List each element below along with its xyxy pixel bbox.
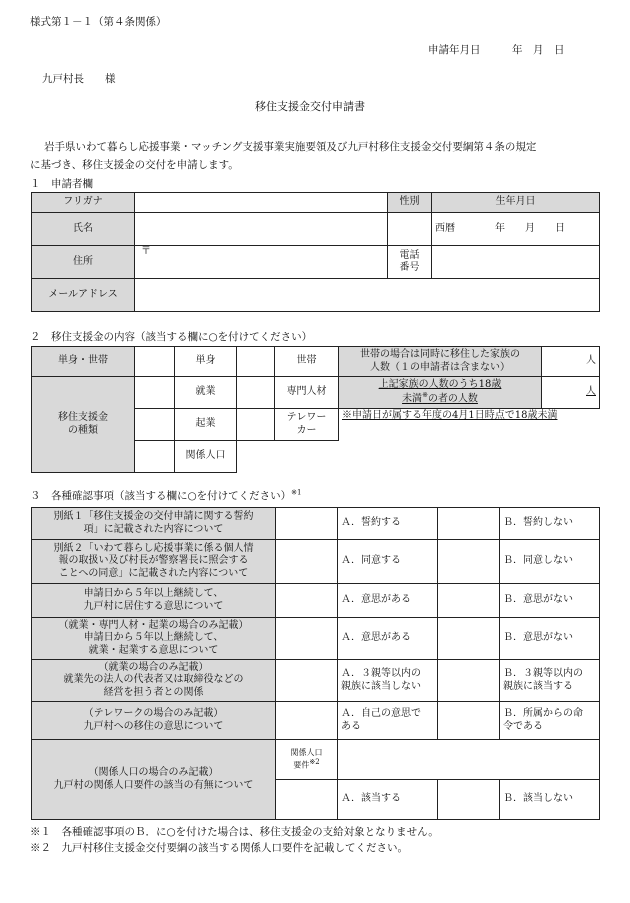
- answer-b-label: Ｂ．同意しない: [500, 540, 600, 584]
- document-title: 移住支援金交付申請書: [255, 100, 365, 113]
- under18-count-field[interactable]: [542, 377, 600, 409]
- footnote-2: ※２ 九戸村移住支援金交付要綱の該当する関係人口要件を記載してください。: [30, 842, 408, 854]
- birthdate-label: 生年月日: [432, 193, 600, 213]
- answer-b-check[interactable]: [438, 584, 500, 618]
- startup-label: 起業: [175, 409, 237, 441]
- confirmation-question: （就業の場合のみ記載） 就業先の法人の代表者又は取締役などの 経営を担う者との関係: [32, 660, 276, 702]
- postal-mark: 〒: [141, 246, 151, 257]
- family-count-unit: 人: [586, 355, 596, 367]
- confirmation-question: 申請日から５年以上継続して、 九戸村に居住する意思について: [32, 584, 276, 618]
- answer-b-check[interactable]: [438, 540, 500, 584]
- answer-a-check[interactable]: [276, 508, 338, 540]
- answer-b-label: Ｂ．３親等以内の 親族に該当する: [500, 660, 600, 702]
- family-count-field[interactable]: [542, 347, 600, 377]
- furigana-field[interactable]: [135, 193, 388, 213]
- single-label: 単身: [175, 347, 237, 377]
- section-1-heading: １ 申請者欄: [30, 178, 93, 190]
- section-3-heading: ３ 各種確認事項（該当する欄に○を付けてください）$^{※1}$: [30, 488, 302, 502]
- confirmation-question: （テレワークの場合のみ記載） 九戸村への移住の意思について: [32, 702, 276, 740]
- footnote-1: ※１ 各種確認事項のＢ．に○を付けた場合は、移住支援金の支給対象となりません。: [30, 826, 439, 838]
- related-requirement-field[interactable]: [338, 740, 600, 780]
- phone-label: 電話 番号: [388, 246, 432, 279]
- single-household-label: 単身・世帯: [32, 347, 135, 377]
- answer-a-label: Ａ．誓約する: [338, 508, 438, 540]
- answer-b-label: Ｂ．意思がない: [500, 618, 600, 660]
- answer-b-check[interactable]: [438, 780, 500, 820]
- employment-label: 就業: [175, 377, 237, 409]
- section-2-heading: ２ 移住支援金の内容（該当する欄に○を付けてください）: [30, 331, 313, 343]
- answer-b-check[interactable]: [438, 660, 500, 702]
- email-field[interactable]: [135, 279, 600, 312]
- support-content-table: [31, 346, 600, 473]
- answer-a-label: Ａ．該当する: [338, 780, 438, 820]
- answer-a-check[interactable]: [276, 702, 338, 740]
- answer-a-check[interactable]: [276, 584, 338, 618]
- address-field[interactable]: [135, 246, 388, 279]
- confirmation-rows: [32, 508, 600, 740]
- confirmation-row: [32, 584, 600, 618]
- address-label: 住所: [32, 246, 135, 279]
- under18-note: ※申請日が属する年度の4月1日時点で18歳未満: [342, 410, 558, 421]
- specialist-check[interactable]: [237, 377, 275, 409]
- family-count-label: 世帯の場合は同時に移住した家族の 人数（１の申請者は含まない）: [339, 347, 542, 377]
- birthdate-field[interactable]: 西暦 年 月 日: [432, 213, 600, 246]
- gender-label: 性別: [388, 193, 432, 213]
- answer-b-label: Ｂ．誓約しない: [500, 508, 600, 540]
- name-field[interactable]: [135, 213, 388, 246]
- confirmation-row: [32, 660, 600, 702]
- answer-a-check[interactable]: [276, 540, 338, 584]
- answer-b-label: Ｂ．該当しない: [500, 780, 600, 820]
- confirmation-row: [32, 702, 600, 740]
- support-type-label: 移住支援金 の種類: [32, 377, 135, 473]
- applicant-table: [31, 192, 600, 312]
- answer-a-label: Ａ．３親等以内の 親族に該当しない: [338, 660, 438, 702]
- intro-line-2: に基づき、移住支援金の交付を申請します。: [30, 159, 239, 171]
- telework-check[interactable]: [237, 409, 275, 441]
- confirmation-row: [32, 618, 600, 660]
- answer-a-label: Ａ．自己の意思で ある: [338, 702, 438, 740]
- phone-field[interactable]: [432, 246, 600, 279]
- answer-b-label: Ｂ．所属からの命 令である: [500, 702, 600, 740]
- name-label: 氏名: [32, 213, 135, 246]
- email-label: メールアドレス: [32, 279, 135, 312]
- answer-b-check[interactable]: [438, 508, 500, 540]
- confirmation-row: [32, 508, 600, 540]
- confirmation-table: [31, 507, 600, 820]
- related-population-check[interactable]: [135, 441, 175, 473]
- application-date: 申請年月日 年 月 日: [428, 44, 565, 56]
- answer-a-label: Ａ．同意する: [338, 540, 438, 584]
- confirmation-question: 別紙１「移住支援金の交付申請に関する誓約 項」に記載された内容について: [32, 508, 276, 540]
- confirmation-question: （就業・専門人材・起業の場合のみ記載） 申請日から５年以上継続して、 就業・起業する意思について: [32, 618, 276, 660]
- answer-a-check[interactable]: [276, 660, 338, 702]
- answer-b-check[interactable]: [438, 618, 500, 660]
- intro-line-1: 岩手県いわて暮らし応援事業・マッチング支援事業実施要領及び九戸村移住支援金交付要綱第４条の規定: [44, 141, 537, 153]
- household-check[interactable]: [237, 347, 275, 377]
- answer-a-label: Ａ．意思がある: [338, 618, 438, 660]
- confirmation-question: 別紙２「いわて暮らし応援事業に係る個人情 報の取扱い及び村長が警察署長に照会する ことへの同意」に記載された内容について: [32, 540, 276, 584]
- startup-check[interactable]: [135, 409, 175, 441]
- answer-a-label: Ａ．意思がある: [338, 584, 438, 618]
- furigana-label: フリガナ: [32, 193, 135, 213]
- answer-a-check[interactable]: [276, 780, 338, 820]
- under18-count-label: 上記家族の人数のうち18歳 未満※の者の人数: [339, 377, 542, 409]
- related-requirement-question: （関係人口の場合のみ記載） 九戸村の関係人口要件の該当の有無について: [32, 740, 276, 820]
- answer-b-label: Ｂ．意思がない: [500, 584, 600, 618]
- under18-count-unit: 人: [586, 386, 596, 398]
- form-number: 様式第１－１（第４条関係）: [30, 16, 167, 28]
- related-requirement-label: 関係人口 要件※2: [276, 740, 338, 780]
- gender-field[interactable]: [388, 213, 432, 246]
- household-label: 世帯: [275, 347, 339, 377]
- confirmation-row: [32, 540, 600, 584]
- addressee: 九戸村長 様: [42, 73, 116, 85]
- employment-check[interactable]: [135, 377, 175, 409]
- telework-label: テレワー カー: [275, 409, 339, 441]
- answer-b-check[interactable]: [438, 702, 500, 740]
- single-check[interactable]: [135, 347, 175, 377]
- answer-a-check[interactable]: [276, 618, 338, 660]
- specialist-label: 専門人材: [275, 377, 339, 409]
- related-population-label: 関係人口: [175, 441, 237, 473]
